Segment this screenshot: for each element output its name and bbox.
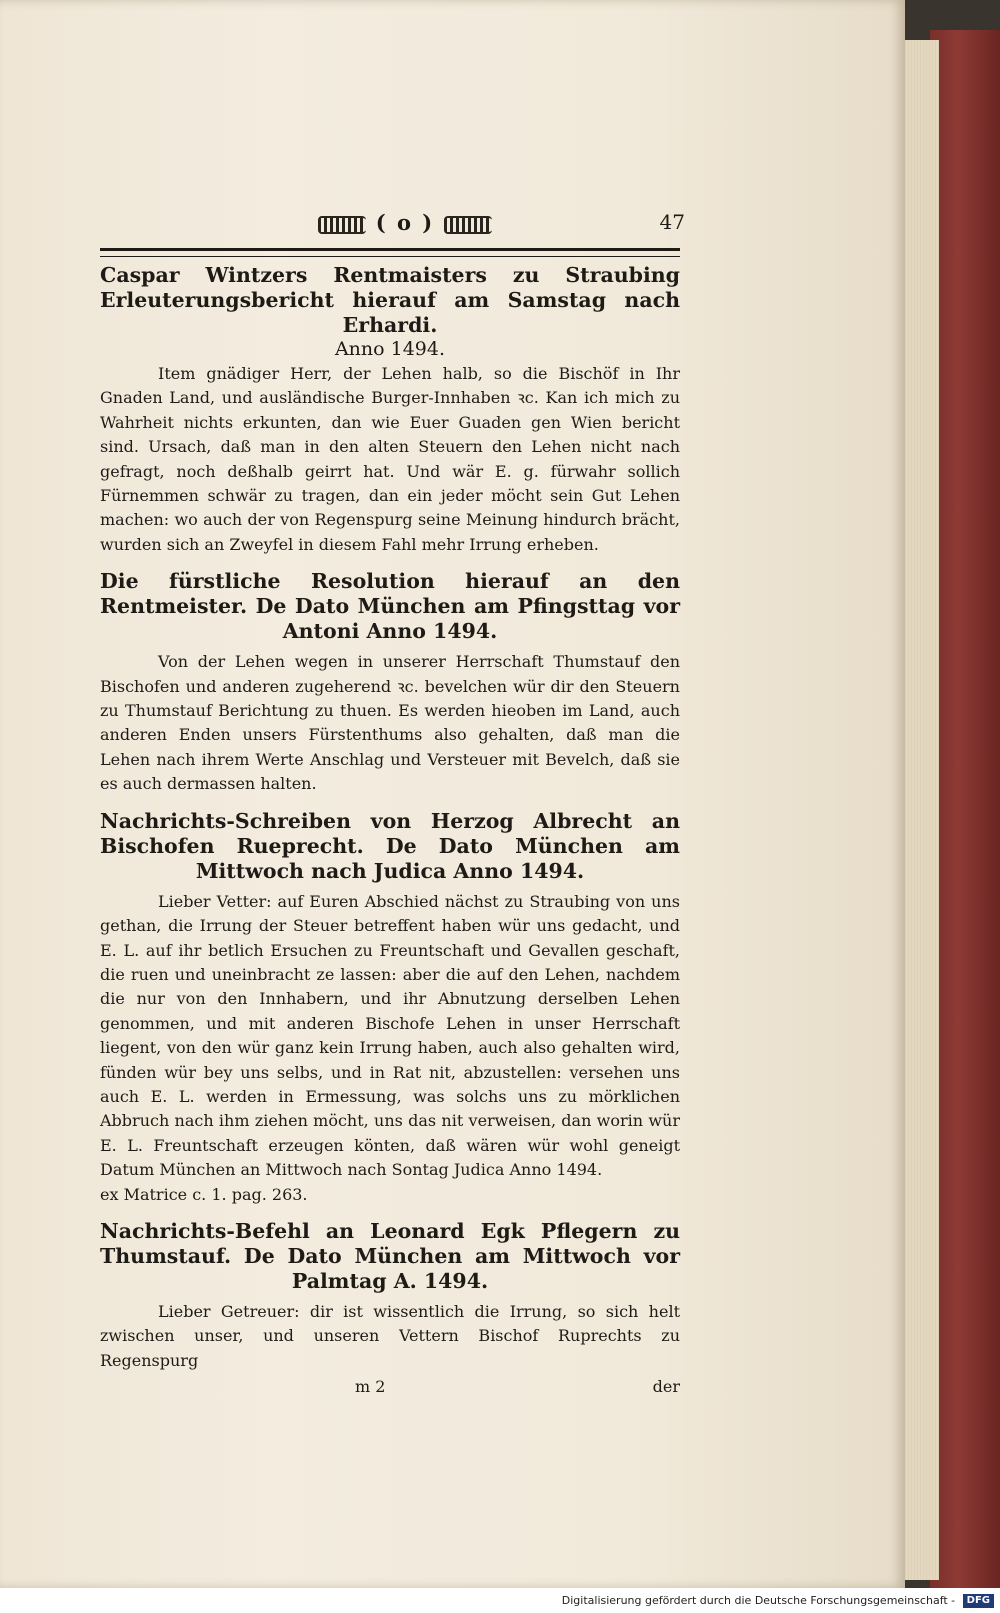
section-heading-3: Nachrichts-Schreiben von Herzog Albrecht an Bischofen Rueprecht. De Dato München am Mittwoch nach Judica Anno 1494. [100, 808, 680, 883]
digitization-footer [0, 1588, 1000, 1613]
section-source-3: ex Matrice c. 1. pag. 263. [100, 1184, 308, 1204]
ornament-right-icon [444, 216, 492, 234]
section-heading-4: Nachrichts-Befehl an Leonard Egk Pflegern zu Thumstauf. De Dato München am Mittwoch vor Palmtag A. 1494. [100, 1218, 680, 1293]
section-heading-2: Die fürstliche Resolution hierauf an den Rentmeister. De Dato München am Pfingsttag vor Antoni Anno 1494. [100, 569, 680, 644]
book-cover-edge [930, 30, 1000, 1590]
page-header [100, 210, 685, 244]
running-head-text: ( o ) [375, 210, 435, 235]
section-body-1: Item gnädiger Herr, der Lehen halb, so die Bischöf in Ihr Gnaden Land, und ausländische Burger-Innhaben ꝛc. Kan ich mich zu Wahrheit nichts erkunten, dan wie Euer Guaden gen Wien bericht sind. Ursach, daß man in den alten Steuern den Lehen nicht nach gefragt, noch deßhalb geirrt hat. Und wär E. g. fürwahr sollich Fürnemmen schwär zu tragen, dan ein jeder möcht sein Gut Lehen machen: wo auch der von Regenspurg seine Meinung hindurch brächt, wurden sich an Zweyfel in diesem Fahl mehr Irrung erheben. [100, 364, 680, 554]
catchword: der [652, 1377, 680, 1397]
header-rule [100, 248, 680, 257]
footer-text: Digitalisierung gefördert durch die Deutsche Forschungsgemeinschaft - [561, 1594, 956, 1607]
page-signature-row [100, 1377, 680, 1407]
section-anno-1: Anno 1494. [334, 338, 446, 360]
section-body-2: Von der Lehen wegen in unserer Herrschaft Thumstauf den Bischofen und anderen zugeherend ꝛc. bevelchen wür dir den Steuern zu Thumstauf Berichtung zu thuen. Es werden hieoben im Land, auch anderen Enden unsers Fürstenthums also gehalten, daß man die Lehen nach ihrem Werte Anschlag und Versteuer mit Bevelch, daß sie es auch dermassen halten. [100, 652, 680, 794]
page-edges [900, 40, 939, 1580]
section-body-3: Lieber Vetter: auf Euren Abschied nächst zu Straubing von uns gethan, die Irrung der Steuer betreffent haben wür uns gedacht, und E. L. auf ihr betlich Ersuchen zu Freuntschaft und Gevallen geschaft, die ruen und uneinbracht ze lassen: aber die auf den Lehen, nachdem die nur von den Innhabern, und ihr Abnutzung derselben Lehen genommen, und mit anderen Bischofe Lehen in unser Herrschaft liegent, von den wür ganz kein Irrung haben, auch also gehalten wird, fünden wür bey uns selbs, und in Rat nit, abzustellen: versehen uns auch E. L. werden in Ermessung, was solchs uns zu mörklichen Abbruch nach ihm ziehen möcht, uns das nit verweisen, dan worin wür E. L. Freuntschaft erzeugen könten, daß wären wür wohl geneigt Datum München an Mittwoch nach Sontag Judica Anno 1494. [100, 891, 680, 1180]
page-content [100, 210, 685, 1407]
running-head [290, 210, 520, 235]
dfg-logo: DFG [963, 1594, 994, 1608]
section-heading-1: Caspar Wintzers Rentmaisters zu Straubing Erleuterungsbericht hierauf am Samstag nach Erhardi. [100, 263, 680, 337]
page-number: 47 [659, 210, 685, 234]
ornament-left-icon [318, 216, 366, 234]
section-body-4: Lieber Getreuer: dir ist wissentlich die Irrung, so sich helt zwischen unser, und unseren Vettern Bischof Ruprechts zu Regenspurg [100, 1301, 680, 1370]
signature-mark: m 2 [355, 1377, 386, 1397]
